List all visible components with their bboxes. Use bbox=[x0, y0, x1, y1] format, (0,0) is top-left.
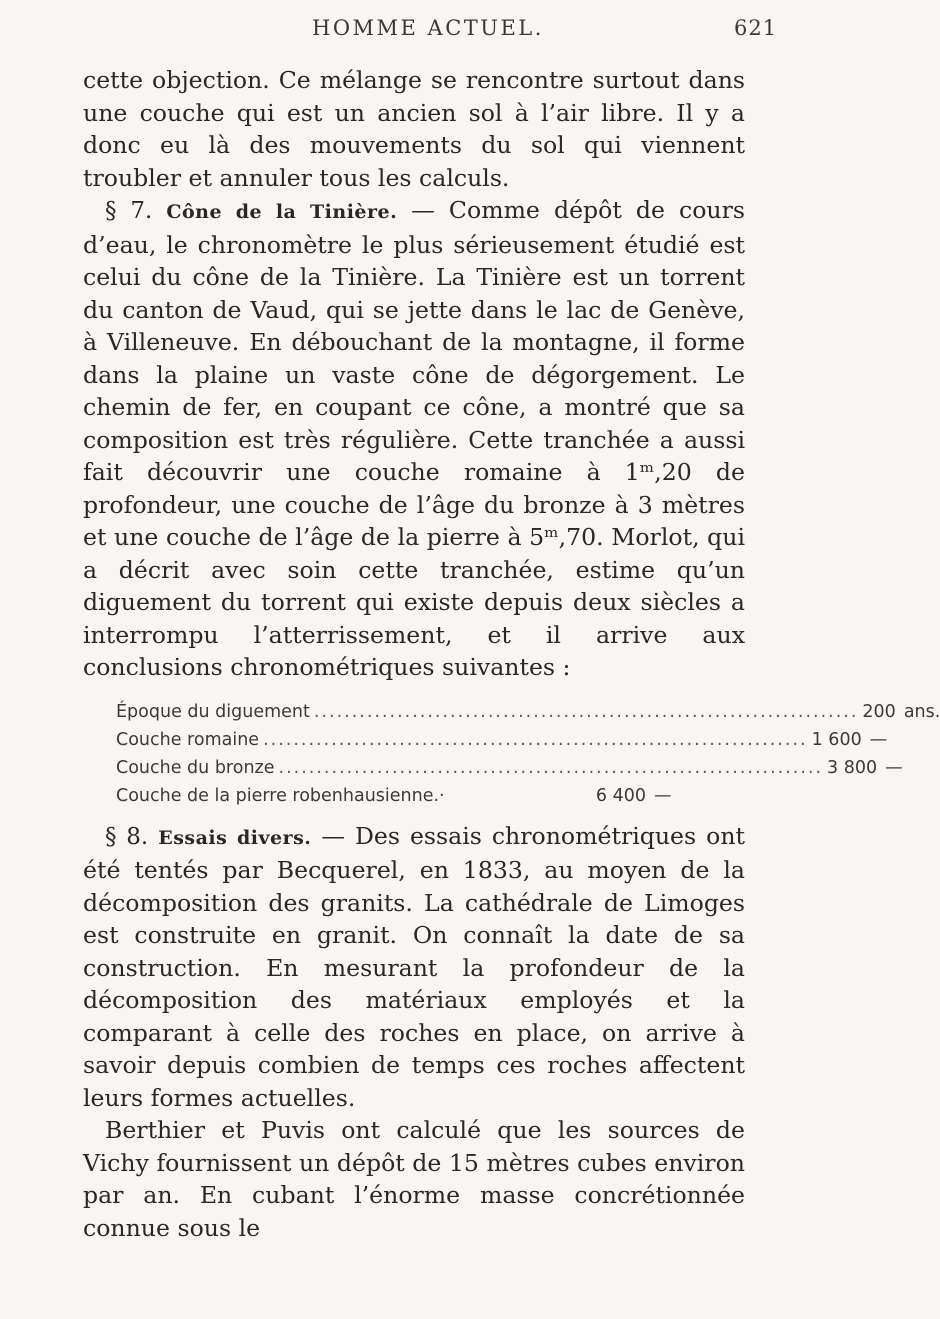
section-7-paragraph bbox=[83, 194, 745, 684]
section-7-number: § 7. bbox=[105, 198, 153, 224]
row-unit: — bbox=[869, 729, 888, 750]
page-number: 621 bbox=[734, 16, 778, 40]
section-8-number: § 8. bbox=[105, 823, 149, 850]
row-unit: — bbox=[654, 785, 672, 806]
row-value: 200 bbox=[862, 701, 896, 722]
row-value: 6 400 bbox=[595, 785, 646, 806]
section-7-title: Cône de la Tinière. bbox=[166, 201, 398, 223]
table-row bbox=[116, 698, 940, 726]
row-label: Époque du diguement bbox=[116, 701, 310, 722]
paragraph: cette objection. Ce mélange se rencontre surtout dans une couche qui est un ancien sol à l’air libre. Il y a donc eu là des mouvements du sol qui viennent troubler et annuler tous les calculs. bbox=[83, 66, 745, 192]
section-8-title: Essais divers. bbox=[158, 826, 312, 849]
section-7-text: — Comme dépôt de cours d’eau, le chronomètre le plus sérieusement étudié est celui du cône de la Tinière. La Tinière est un torrent du canton de Vaud, qui se jette dans le lac de Genève, à Villeneuve. En débouchant de la montagne, il forme dans la plaine un vaste cône de dégorgement. Le chemin de fer, en coupant ce cône, a montré que sa composition est très régulière. Cette tranchée a aussi fait découvrir une couche romaine à 1ᵐ,20 de profondeur, une couche de l’âge du bronze à 3 mètres et une couche de l’âge de la pierre à 5ᵐ,70. Morlot, qui a décrit avec soin cette tranchée, estime qu’un diguement du torrent qui existe depuis deux siècles a interrompu l’atterrissement, et il arrive aux conclusions chronométriques suivantes : bbox=[83, 196, 746, 681]
body-text bbox=[83, 64, 940, 1244]
page-header bbox=[0, 6, 800, 46]
chronology-table bbox=[83, 698, 940, 810]
table-row bbox=[116, 782, 696, 810]
row-label: Couche de la pierre robenhausienne.· bbox=[116, 785, 445, 806]
section-8-text: — Des essais chronométriques ont été tentés par Becquerel, en 1833, au moyen de la décomposition des granits. La cathédrale de Limoges est construite en granit. On connaît la date de sa construction. En mesurant la profondeur de la décomposition des matériaux employés et la comparant à celle des roches en place, on arrive à savoir depuis combien de temps ces roches affectent leurs formes actuelles. bbox=[83, 821, 746, 1112]
row-label: Couche du bronze bbox=[116, 757, 275, 778]
table-row bbox=[116, 726, 888, 754]
section-8-paragraph bbox=[83, 820, 745, 1115]
row-value: 3 800 bbox=[827, 757, 878, 778]
row-value: 1 600 bbox=[811, 729, 862, 750]
running-title: HOMME ACTUEL. bbox=[312, 16, 544, 40]
table-row bbox=[116, 754, 903, 782]
row-unit: — bbox=[885, 757, 903, 778]
leader-dots: ........................................................................ bbox=[313, 701, 859, 722]
leader-dots: ........................................................................ bbox=[263, 729, 808, 750]
leader-dots: ........................................................................ bbox=[278, 757, 824, 778]
row-label: Couche romaine bbox=[116, 729, 260, 750]
row-unit: ans. bbox=[903, 701, 940, 722]
paragraph: Berthier et Puvis ont calculé que les sources de Vichy fournissent un dépôt de 15 mètres cubes environ par an. En cubant l’énorme masse concrétionnée connue sous le bbox=[83, 1116, 745, 1242]
